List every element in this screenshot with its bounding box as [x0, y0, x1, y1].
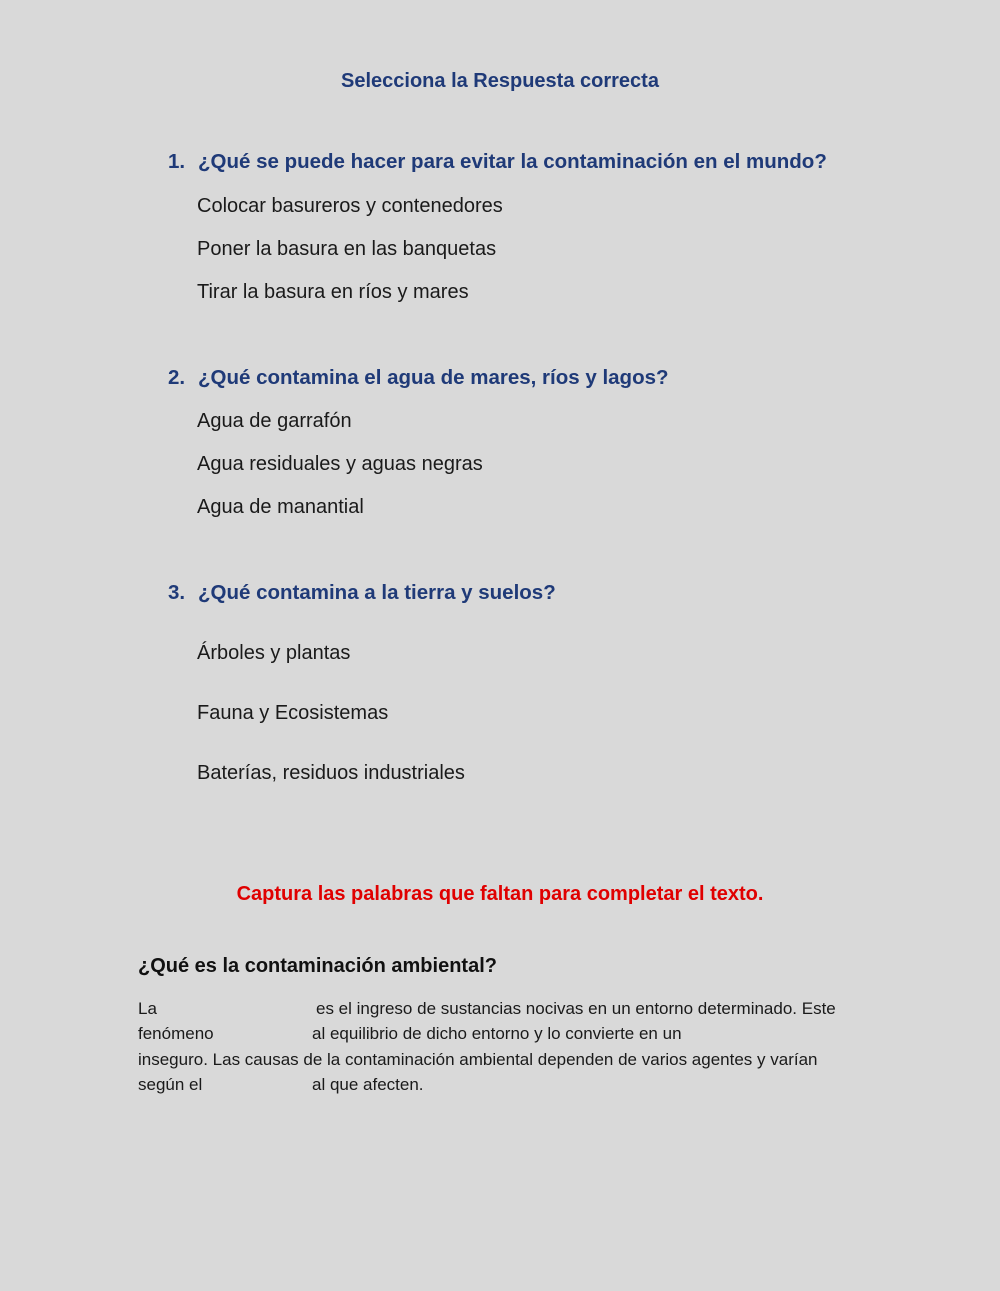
question-3-option-1[interactable]: Árboles y plantas: [197, 642, 351, 664]
question-2-option-1[interactable]: Agua de garrafón: [197, 410, 352, 432]
question-1-option-1[interactable]: Colocar basureros y contenedores: [197, 195, 503, 217]
question-1-option-2[interactable]: Poner la basura en las banquetas: [197, 238, 497, 260]
question-3: [168, 581, 556, 605]
question-1: [168, 150, 827, 174]
question-2-option-2[interactable]: Agua residuales y aguas negras: [197, 453, 483, 475]
paragraph-line-2-start: fenómeno: [138, 1024, 214, 1043]
paragraph-line-4-start: según el: [138, 1075, 203, 1094]
section-heading: ¿Qué es la contaminación ambiental?: [138, 955, 497, 977]
paragraph-line-1-end: es el ingreso de sustancias nocivas en un entorno determinado. Este: [316, 999, 836, 1018]
question-3-option-2[interactable]: Fauna y Ecosistemas: [197, 702, 389, 724]
blank-4-input[interactable]: [208, 1074, 308, 1096]
question-3-option-3[interactable]: Baterías, residuos industriales: [197, 762, 465, 784]
blank-2-input[interactable]: [226, 1023, 308, 1045]
question-3-number: 3.: [168, 581, 186, 604]
fill-in-instruction: Captura las palabras que faltan para completar el texto.: [236, 883, 764, 905]
question-2: [168, 366, 669, 390]
paragraph-line-2-end: al equilibrio de dicho entorno y lo convierte en un: [312, 1024, 682, 1043]
question-2-text: ¿Qué contamina el agua de mares, ríos y lagos?: [198, 366, 669, 389]
question-1-text: ¿Qué se puede hacer para evitar la contaminación en el mundo?: [198, 150, 827, 173]
question-2-number: 2.: [168, 366, 186, 389]
blank-1-input[interactable]: [166, 998, 310, 1020]
paragraph-line-3: inseguro. Las causas de la contaminación ambiental dependen de varios agentes y varían: [138, 1050, 818, 1069]
question-1-number: 1.: [168, 150, 186, 173]
blank-3-input[interactable]: [712, 1023, 852, 1045]
question-3-text: ¿Qué contamina a la tierra y suelos?: [198, 581, 556, 604]
paragraph-line-4-end: al que afecten.: [312, 1075, 424, 1094]
question-2-option-3[interactable]: Agua de manantial: [197, 496, 364, 518]
question-1-option-3[interactable]: Tirar la basura en ríos y mares: [197, 281, 469, 303]
paragraph-line-1-start: La: [138, 999, 157, 1018]
page-title: Selecciona la Respuesta correcta: [341, 70, 659, 92]
